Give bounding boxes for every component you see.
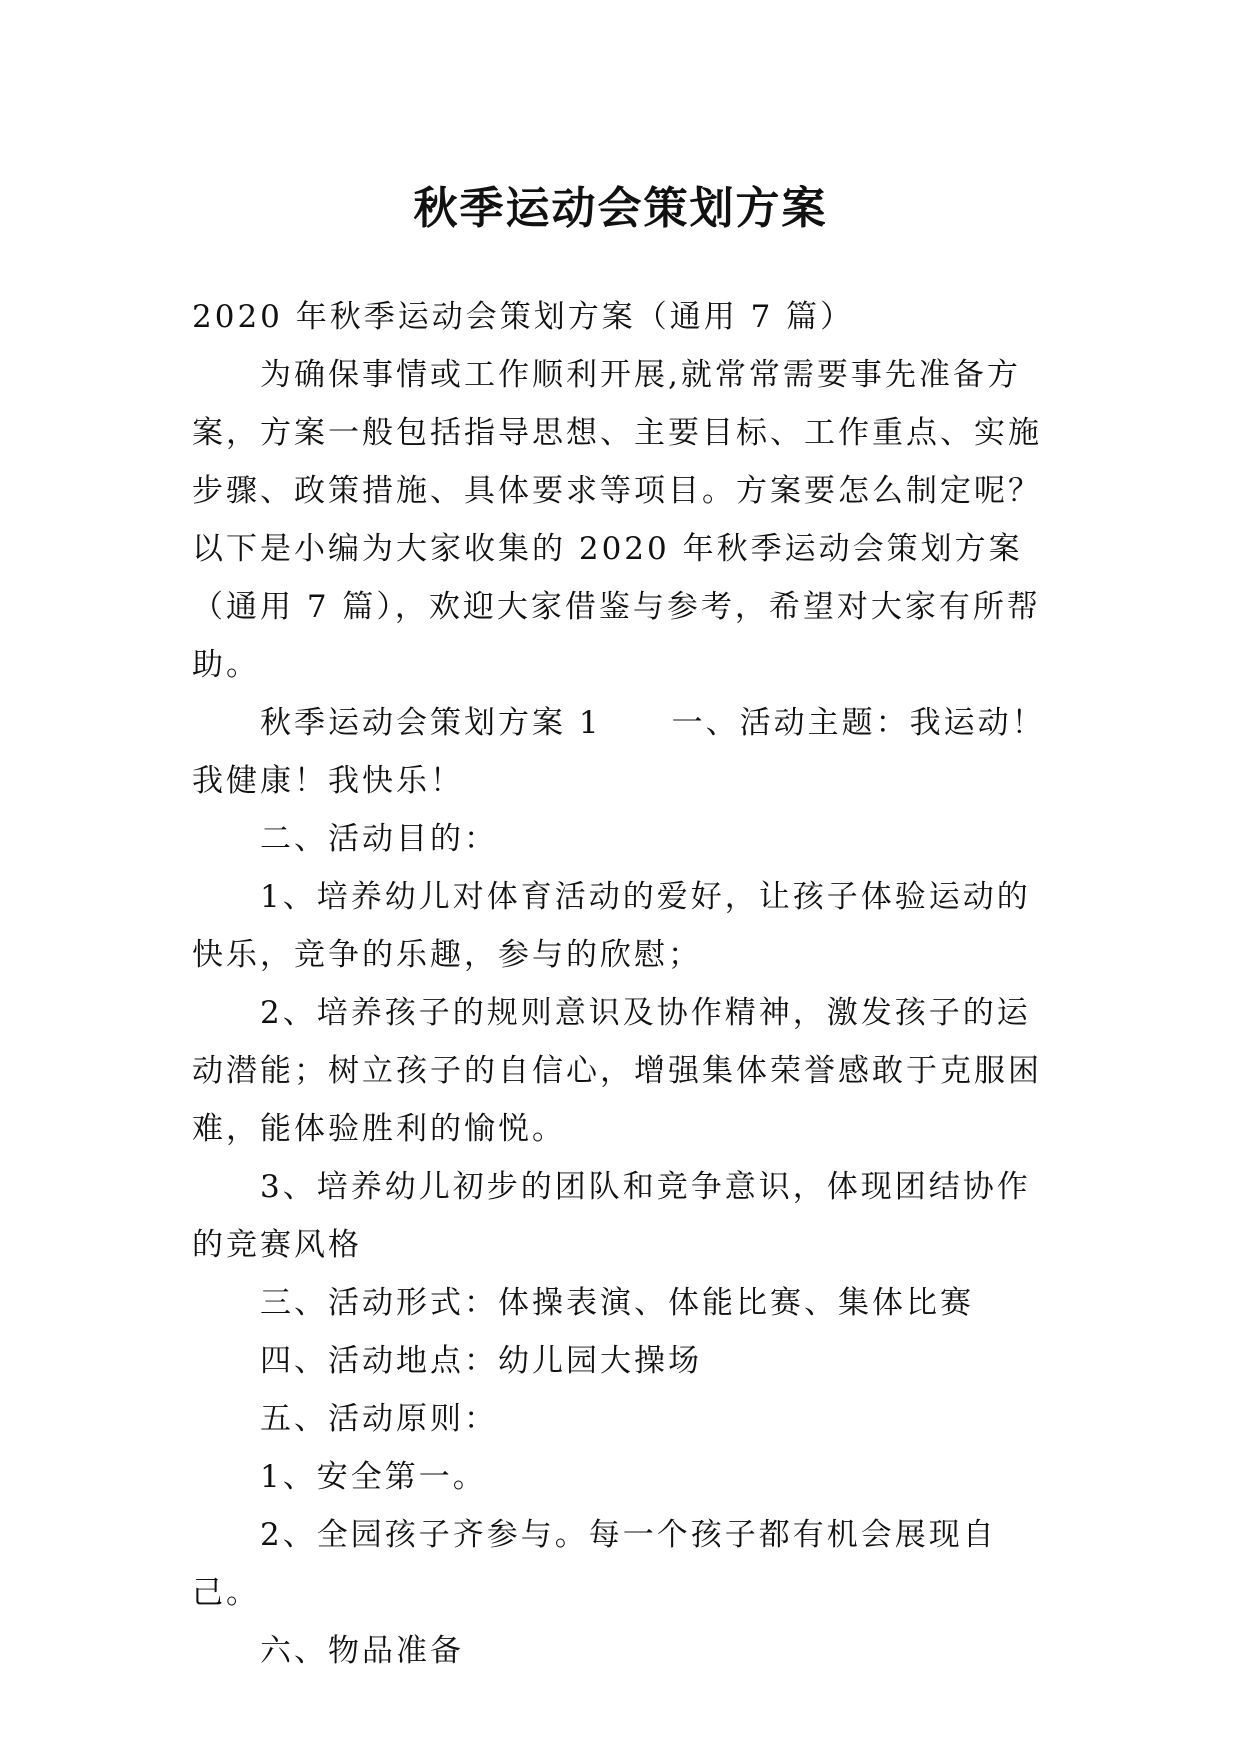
- intro-paragraph: 为确保事情或工作顺利开展,就常常需要事先准备方案，方案一般包括指导思想、主要目标、工作重点、实施步骤、政策措施、具体要求等项目。方案要怎么制定呢？以下是小编为大家收集的 2020 年秋季运动会策划方案（通用 7 篇），欢迎大家借鉴与参考，希望对大家有所帮助。: [192, 357, 1042, 683]
- activity-location: 四、活动地点：幼儿园大操场: [260, 1343, 702, 1379]
- principles-heading: 五、活动原则：: [260, 1401, 498, 1437]
- plan1-paragraph: [192, 694, 1062, 810]
- goals-heading: 二、活动目的：: [260, 821, 498, 857]
- goal-1: 1、培养幼儿对体育活动的爱好，让孩子体验运动的快乐，竞争的乐趣，参与的欣慰；: [192, 879, 1031, 973]
- document-subtitle: 2020 年秋季运动会策划方案（通用 7 篇）: [192, 299, 855, 335]
- plan1-label: 秋季运动会策划方案 1: [260, 705, 602, 741]
- plan1-theme: 一、活动主题：我运动！我健康！我快乐！: [192, 705, 1046, 799]
- document-body: [192, 288, 1062, 1680]
- principle-1: 1、安全第一。: [260, 1459, 487, 1495]
- goal-3: 3、培养幼儿初步的团队和竞争意识，体现团结协作的竞赛风格: [192, 1169, 1031, 1263]
- goal-2: 2、培养孩子的规则意识及协作精神，激发孩子的运动潜能；树立孩子的自信心，增强集体荣誉感敢于克服困难，能体验胜利的愉悦。: [192, 995, 1042, 1147]
- principle-2: 2、全园孩子齐参与。每一个孩子都有机会展现自己。: [192, 1517, 997, 1611]
- document-title: 秋季运动会策划方案: [413, 183, 828, 235]
- materials-heading: 六、物品准备: [260, 1633, 464, 1669]
- activity-form: 三、活动形式：体操表演、体能比赛、集体比赛: [260, 1285, 974, 1321]
